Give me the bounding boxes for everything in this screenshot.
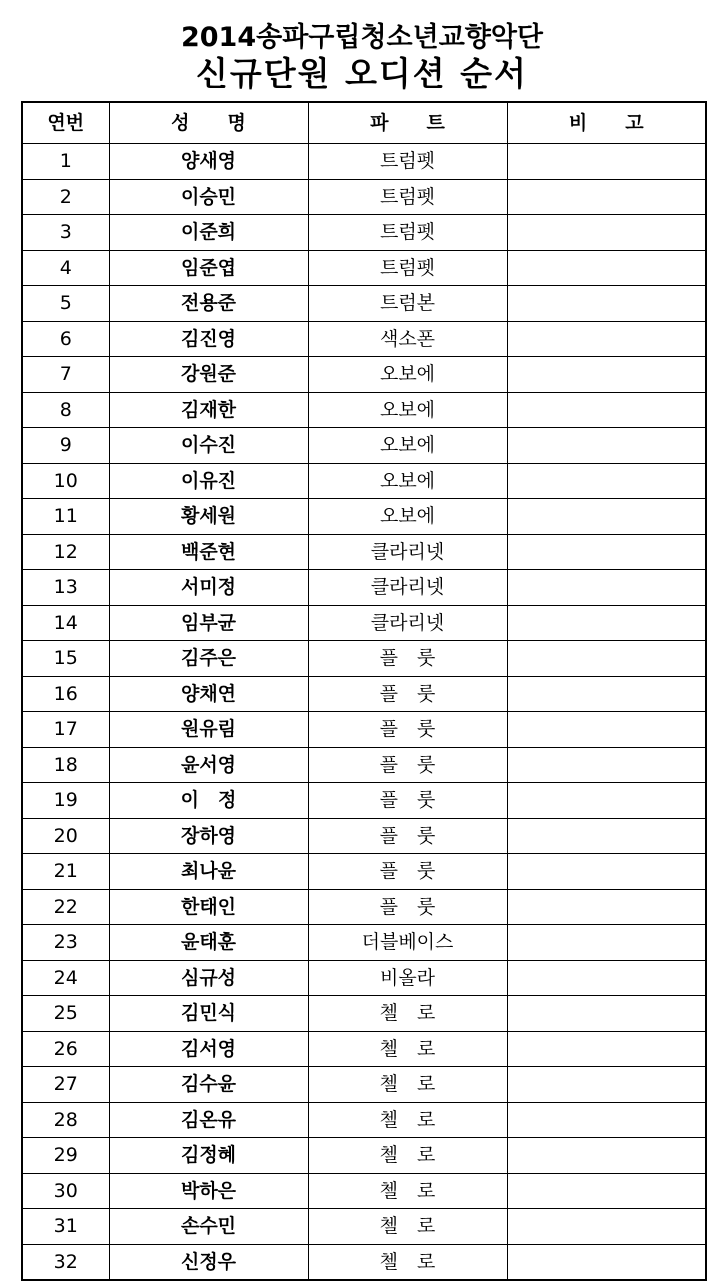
row-number-cell: 4 xyxy=(22,250,109,286)
row-number-cell: 15 xyxy=(22,641,109,677)
row-number-cell: 14 xyxy=(22,605,109,641)
member-name-cell: 김수윤 xyxy=(109,1067,308,1103)
column-header-note: 비 고 xyxy=(507,102,706,144)
table-row xyxy=(22,428,706,464)
member-name-cell: 김민식 xyxy=(109,996,308,1032)
instrument-part-cell: 첼 로 xyxy=(308,1067,507,1103)
table-row xyxy=(22,1173,706,1209)
member-name-cell: 원유림 xyxy=(109,712,308,748)
remarks-cell xyxy=(507,144,706,180)
table-row xyxy=(22,499,706,535)
instrument-part-cell: 트럼펫 xyxy=(308,215,507,251)
member-name-cell: 장하영 xyxy=(109,818,308,854)
member-name-cell: 황세원 xyxy=(109,499,308,535)
table-row xyxy=(22,889,706,925)
row-number-cell: 26 xyxy=(22,1031,109,1067)
instrument-part-cell: 첼 로 xyxy=(308,1138,507,1174)
remarks-cell xyxy=(507,818,706,854)
row-number-cell: 21 xyxy=(22,854,109,890)
table-row xyxy=(22,1209,706,1245)
remarks-cell xyxy=(507,534,706,570)
instrument-part-cell: 클라리넷 xyxy=(308,570,507,606)
table-row xyxy=(22,215,706,251)
row-number-cell: 20 xyxy=(22,818,109,854)
table-body xyxy=(22,144,706,1281)
member-name-cell: 임부균 xyxy=(109,605,308,641)
remarks-cell xyxy=(507,996,706,1032)
row-number-cell: 23 xyxy=(22,925,109,961)
row-number-cell: 32 xyxy=(22,1244,109,1280)
row-number-cell: 2 xyxy=(22,179,109,215)
member-name-cell: 김주은 xyxy=(109,641,308,677)
table-row xyxy=(22,286,706,322)
remarks-cell xyxy=(507,1209,706,1245)
table-row xyxy=(22,463,706,499)
member-name-cell: 김재한 xyxy=(109,392,308,428)
remarks-cell xyxy=(507,1031,706,1067)
instrument-part-cell: 첼 로 xyxy=(308,1209,507,1245)
table-row xyxy=(22,783,706,819)
table-row xyxy=(22,1244,706,1280)
instrument-part-cell: 오보에 xyxy=(308,428,507,464)
instrument-part-cell: 플 룻 xyxy=(308,889,507,925)
remarks-cell xyxy=(507,960,706,996)
instrument-part-cell: 오보에 xyxy=(308,463,507,499)
member-name-cell: 이준희 xyxy=(109,215,308,251)
table-row xyxy=(22,676,706,712)
remarks-cell xyxy=(507,747,706,783)
member-name-cell: 심규성 xyxy=(109,960,308,996)
row-number-cell: 12 xyxy=(22,534,109,570)
instrument-part-cell: 첼 로 xyxy=(308,1173,507,1209)
table-row xyxy=(22,570,706,606)
row-number-cell: 1 xyxy=(22,144,109,180)
member-name-cell: 박하은 xyxy=(109,1173,308,1209)
row-number-cell: 5 xyxy=(22,286,109,322)
member-name-cell: 김진영 xyxy=(109,321,308,357)
instrument-part-cell: 첼 로 xyxy=(308,1244,507,1280)
instrument-part-cell: 플 룻 xyxy=(308,747,507,783)
row-number-cell: 17 xyxy=(22,712,109,748)
row-number-cell: 10 xyxy=(22,463,109,499)
remarks-cell xyxy=(507,215,706,251)
instrument-part-cell: 오보에 xyxy=(308,499,507,535)
instrument-part-cell: 플 룻 xyxy=(308,676,507,712)
table-row xyxy=(22,641,706,677)
instrument-part-cell: 클라리넷 xyxy=(308,605,507,641)
row-number-cell: 27 xyxy=(22,1067,109,1103)
document-title xyxy=(0,0,724,100)
table-row xyxy=(22,357,706,393)
member-name-cell: 이수진 xyxy=(109,428,308,464)
title-organization: 2014송파구립청소년교향악단 xyxy=(180,22,544,53)
row-number-cell: 25 xyxy=(22,996,109,1032)
instrument-part-cell: 첼 로 xyxy=(308,996,507,1032)
table-row xyxy=(22,712,706,748)
table-row xyxy=(22,996,706,1032)
member-name-cell: 김서영 xyxy=(109,1031,308,1067)
remarks-cell xyxy=(507,357,706,393)
row-number-cell: 24 xyxy=(22,960,109,996)
instrument-part-cell: 오보에 xyxy=(308,392,507,428)
member-name-cell: 손수민 xyxy=(109,1209,308,1245)
remarks-cell xyxy=(507,783,706,819)
remarks-cell xyxy=(507,854,706,890)
row-number-cell: 16 xyxy=(22,676,109,712)
instrument-part-cell: 첼 로 xyxy=(308,1031,507,1067)
member-name-cell: 김정혜 xyxy=(109,1138,308,1174)
row-number-cell: 18 xyxy=(22,747,109,783)
member-name-cell: 전용준 xyxy=(109,286,308,322)
member-name-cell: 서미정 xyxy=(109,570,308,606)
table-row xyxy=(22,1138,706,1174)
member-name-cell: 한태인 xyxy=(109,889,308,925)
member-name-cell: 강원준 xyxy=(109,357,308,393)
instrument-part-cell: 클라리넷 xyxy=(308,534,507,570)
remarks-cell xyxy=(507,676,706,712)
table-row xyxy=(22,179,706,215)
member-name-cell: 이유진 xyxy=(109,463,308,499)
row-number-cell: 28 xyxy=(22,1102,109,1138)
table-row xyxy=(22,747,706,783)
member-name-cell: 양채연 xyxy=(109,676,308,712)
instrument-part-cell: 트럼펫 xyxy=(308,144,507,180)
row-number-cell: 22 xyxy=(22,889,109,925)
remarks-cell xyxy=(507,286,706,322)
row-number-cell: 29 xyxy=(22,1138,109,1174)
table-row xyxy=(22,534,706,570)
table-row xyxy=(22,818,706,854)
instrument-part-cell: 플 룻 xyxy=(308,712,507,748)
remarks-cell xyxy=(507,392,706,428)
row-number-cell: 3 xyxy=(22,215,109,251)
remarks-cell xyxy=(507,1102,706,1138)
row-number-cell: 31 xyxy=(22,1209,109,1245)
member-name-cell: 최나윤 xyxy=(109,854,308,890)
audition-order-table xyxy=(21,101,707,1281)
column-header-part: 파 트 xyxy=(308,102,507,144)
instrument-part-cell: 트럼펫 xyxy=(308,250,507,286)
table-row xyxy=(22,1102,706,1138)
member-name-cell: 이 정 xyxy=(109,783,308,819)
member-name-cell: 양새영 xyxy=(109,144,308,180)
table-row xyxy=(22,854,706,890)
remarks-cell xyxy=(507,889,706,925)
instrument-part-cell: 비올라 xyxy=(308,960,507,996)
table-row xyxy=(22,144,706,180)
remarks-cell xyxy=(507,428,706,464)
title-main: 신규단원 오디션 순서 xyxy=(196,54,528,93)
remarks-cell xyxy=(507,250,706,286)
table-row xyxy=(22,960,706,996)
member-name-cell: 신정우 xyxy=(109,1244,308,1280)
column-header-name: 성 명 xyxy=(109,102,308,144)
instrument-part-cell: 더블베이스 xyxy=(308,925,507,961)
row-number-cell: 6 xyxy=(22,321,109,357)
remarks-cell xyxy=(507,641,706,677)
remarks-cell xyxy=(507,1067,706,1103)
table-row xyxy=(22,392,706,428)
member-name-cell: 윤태훈 xyxy=(109,925,308,961)
instrument-part-cell: 플 룻 xyxy=(308,783,507,819)
remarks-cell xyxy=(507,499,706,535)
remarks-cell xyxy=(507,605,706,641)
table-row xyxy=(22,925,706,961)
instrument-part-cell: 색소폰 xyxy=(308,321,507,357)
remarks-cell xyxy=(507,179,706,215)
member-name-cell: 이승민 xyxy=(109,179,308,215)
instrument-part-cell: 오보에 xyxy=(308,357,507,393)
remarks-cell xyxy=(507,1173,706,1209)
remarks-cell xyxy=(507,463,706,499)
remarks-cell xyxy=(507,321,706,357)
table-row xyxy=(22,1031,706,1067)
instrument-part-cell: 트럼펫 xyxy=(308,179,507,215)
instrument-part-cell: 트럼본 xyxy=(308,286,507,322)
remarks-cell xyxy=(507,712,706,748)
row-number-cell: 8 xyxy=(22,392,109,428)
instrument-part-cell: 플 룻 xyxy=(308,818,507,854)
row-number-cell: 19 xyxy=(22,783,109,819)
remarks-cell xyxy=(507,1244,706,1280)
remarks-cell xyxy=(507,925,706,961)
member-name-cell: 김온유 xyxy=(109,1102,308,1138)
row-number-cell: 9 xyxy=(22,428,109,464)
instrument-part-cell: 플 룻 xyxy=(308,641,507,677)
member-name-cell: 임준엽 xyxy=(109,250,308,286)
table-header-row xyxy=(22,102,706,144)
column-header-number: 연번 xyxy=(22,102,109,144)
member-name-cell: 백준현 xyxy=(109,534,308,570)
table-row xyxy=(22,321,706,357)
row-number-cell: 30 xyxy=(22,1173,109,1209)
remarks-cell xyxy=(507,1138,706,1174)
row-number-cell: 11 xyxy=(22,499,109,535)
instrument-part-cell: 플 룻 xyxy=(308,854,507,890)
table-row xyxy=(22,250,706,286)
member-name-cell: 윤서영 xyxy=(109,747,308,783)
row-number-cell: 13 xyxy=(22,570,109,606)
row-number-cell: 7 xyxy=(22,357,109,393)
table-row xyxy=(22,1067,706,1103)
remarks-cell xyxy=(507,570,706,606)
instrument-part-cell: 첼 로 xyxy=(308,1102,507,1138)
table-row xyxy=(22,605,706,641)
